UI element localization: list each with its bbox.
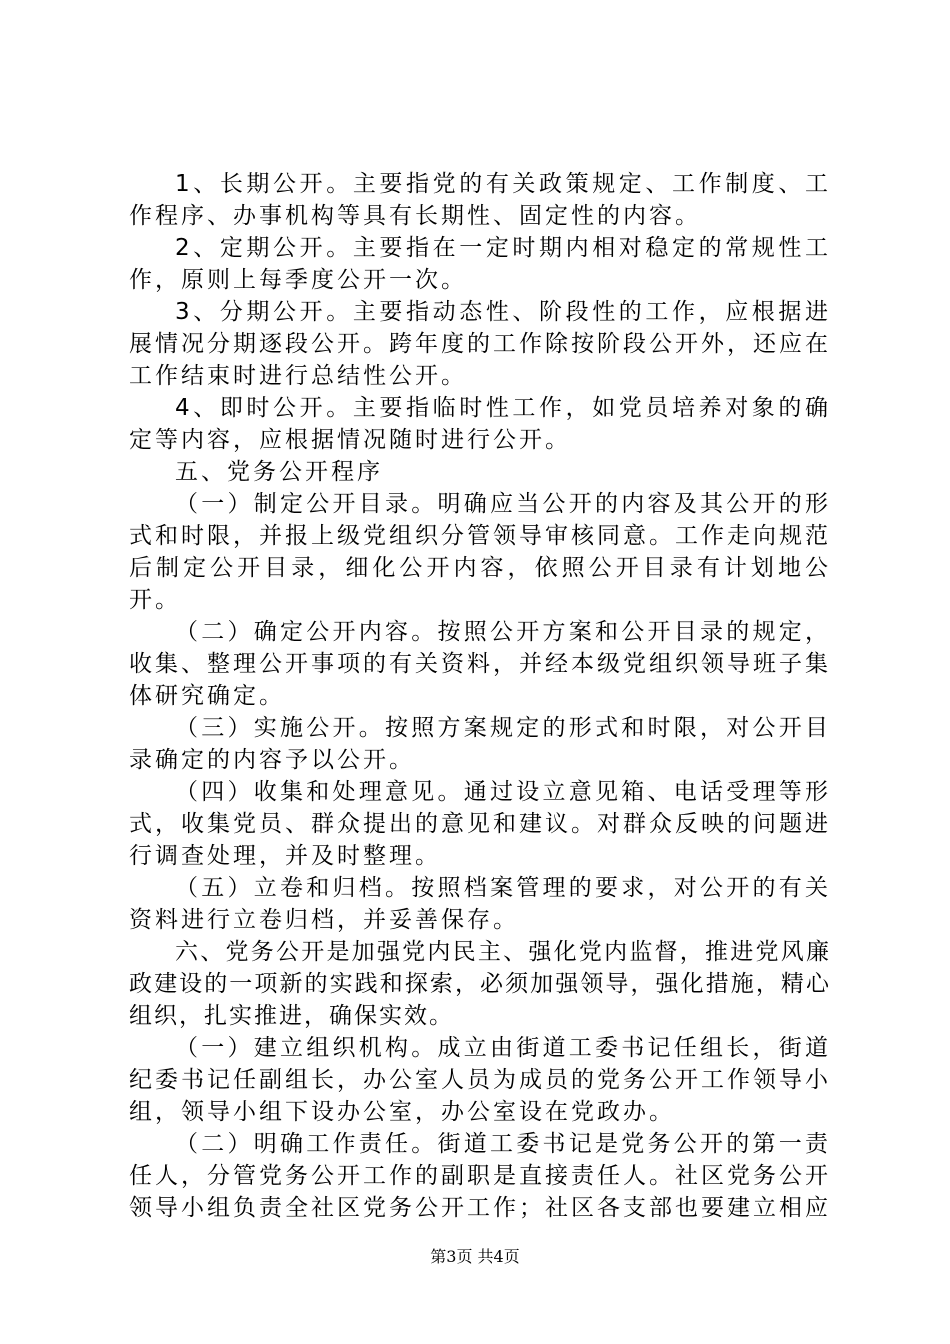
paragraph-text: 主要指党的有关政策规定、工作制度、工作程序、办事机构等具有长期性、固定性的内容。	[129, 171, 831, 229]
paragraph-text: 成立由街道工委书记任组长，街道纪委书记任副组长，办公室人员为成员的党务公开工作领导小组，领导小组下设办公室，办公室设在党政办。	[129, 1035, 831, 1125]
paragraph-content	[129, 616, 831, 712]
paragraph-responsibility	[129, 1128, 831, 1224]
paragraph-text: 主要指在一定时期内相对稳定的常规性工作，原则上每季度公开一次。	[129, 235, 831, 293]
paragraph-feedback	[129, 776, 831, 872]
paragraph-long-term	[129, 168, 831, 232]
paragraph-lead: 2、定期公开。	[175, 235, 353, 261]
page-footer: 第3页 共4页	[430, 1247, 520, 1266]
paragraph-lead: （二）明确工作责任。	[175, 1131, 438, 1157]
section-heading-leadership: 六、党务公开是加强党内民主、强化党内监督，推进党风廉政建设的一项新的实践和探索，必须加强领导，强化措施，精心组织，扎实推进，确保实效。	[129, 939, 831, 1029]
paragraph-lead: （四）收集和处理意见。	[175, 779, 464, 805]
paragraph-lead: （二）确定公开内容。	[175, 619, 438, 645]
paragraph-lead: （三）实施公开。	[175, 715, 385, 741]
paragraph-periodic	[129, 232, 831, 296]
paragraph-text: 按照方案规定的形式和时限，对公开目录确定的内容予以公开。	[129, 715, 831, 773]
paragraph-text: 明确应当公开的内容及其公开的形式和时限，并报上级党组织分管领导审核同意。工作走向规范后制定公开目录，细化公开内容，依照公开目录有计划地公开。	[129, 491, 831, 613]
paragraph-text: 主要指临时性工作，如党员培养对象的确定等内容，应根据情况随时进行公开。	[129, 395, 831, 453]
paragraph-archive	[129, 872, 831, 936]
paragraph-implement	[129, 712, 831, 776]
paragraph-immediate	[129, 392, 831, 456]
paragraph-lead: 1、长期公开。	[175, 171, 353, 197]
paragraph-lead: （五）立卷和归档。	[175, 875, 412, 901]
paragraph-text: 主要指动态性、阶段性的工作，应根据进展情况分期逐段公开。跨年度的工作除按阶段公开外，还应在工作结束时进行总结性公开。	[129, 299, 831, 389]
paragraph-lead: 3、分期公开。	[175, 299, 353, 325]
paragraph-lead: （一）建立组织机构。	[175, 1035, 438, 1061]
paragraph-text: 通过设立意见箱、电话受理等形式，收集党员、群众提出的意见和建议。对群众反映的问题进行调查处理，并及时整理。	[129, 779, 831, 869]
paragraph-lead: （一）制定公开目录。	[175, 491, 438, 517]
paragraph-organization	[129, 1032, 831, 1128]
document-body	[129, 168, 831, 1224]
paragraph-text: 按照档案管理的要求，对公开的有关资料进行立卷归档，并妥善保存。	[129, 875, 831, 933]
paragraph-text: 街道工委书记是党务公开的第一责任人，分管党务公开工作的副职是直接责任人。社区党务公开领导小组负责全社区党务公开工作；社区各支部也要建立相应	[129, 1131, 831, 1221]
paragraph-text: 按照公开方案和公开目录的规定，收集、整理公开事项的有关资料，并经本级党组织领导班子集体研究确定。	[129, 619, 831, 709]
section-heading-procedure: 五、党务公开程序	[175, 459, 383, 485]
paragraph-catalog	[129, 488, 831, 616]
paragraph-lead: 4、即时公开。	[175, 395, 353, 421]
paragraph-staged	[129, 296, 831, 392]
